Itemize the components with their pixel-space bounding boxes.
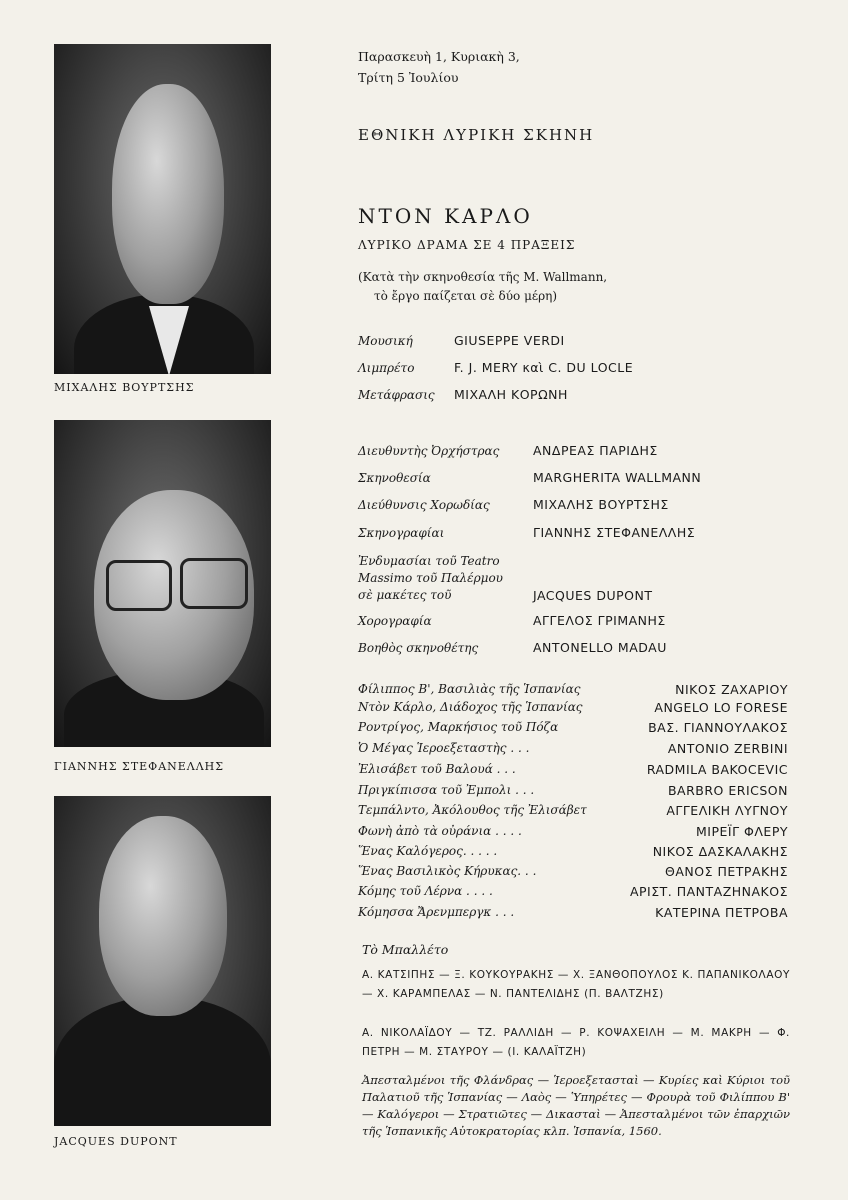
cast-role: Πριγκίπισσα τοῦ Ἐμπολι . . . [358, 783, 535, 797]
cast-singer: RADMILA BAKOCEVIC [646, 762, 788, 777]
credit-translation [358, 387, 568, 402]
credit-costumes [358, 553, 653, 604]
cast-row [358, 844, 788, 858]
credit-choreography [358, 613, 666, 628]
credit-value: ΓΙΑΝΝΗΣ ΣΤΕΦΑΝΕΛΛΗΣ [533, 525, 696, 540]
cast-row [358, 905, 788, 919]
cast-singer: ΑΓΓΕΛΙΚΗ ΛΥΓΝΟΥ [666, 803, 788, 818]
note-line-2: τὸ ἔργο παίζεται σὲ δύο μέρη) [374, 289, 558, 303]
credit-label: Μουσική [358, 334, 413, 348]
cast-singer: ANTONIO ZERBINI [667, 741, 788, 756]
cast-role: Ἕνας Καλόγερος. . . . . [358, 844, 498, 858]
credit-value: ΑΓΓΕΛΟΣ ΓΡΙΜΑΝΗΣ [533, 613, 666, 628]
cast-row [358, 682, 788, 696]
ballet-heading: Τὸ Μπαλλέτο [362, 942, 449, 957]
credit-libretto [358, 360, 634, 375]
portrait-photo-2 [54, 420, 271, 747]
ballet-women: Α. ΝΙΚΟΛΑΪΔΟΥ — ΤΖ. ΡΑΛΛΙΔΗ — Ρ. ΚΟΨΑΧΕΙΛΗ — Μ. ΜΑΚΡΗ — Φ. ΠΕΤΡΗ — Μ. ΣΤΑΥΡΟΥ — (Ι. ΚΑΛΑΪΤΖΗ) [362, 1027, 790, 1058]
credit-label: Μετάφρασις [358, 388, 435, 402]
credit-label: Διευθυντὴς Ὀρχήστρας [358, 444, 500, 458]
credit-value: F. J. MERY καὶ C. DU LOCLE [454, 360, 634, 375]
staging-note [358, 268, 607, 306]
cast-singer: ΑΡΙΣΤ. ΠΑΝΤΑΖΗΝΑΚΟΣ [629, 884, 788, 899]
cast-role: Κόμησσα Ἄρενμπεργκ . . . [358, 905, 515, 919]
cast-singer: ΘΑΝΟΣ ΠΕΤΡΑΚΗΣ [665, 864, 788, 879]
cast-row [358, 864, 788, 878]
opera-subtitle: ΛΥΡΙΚΟ ΔΡΑΜΑ ΣΕ 4 ΠΡΑΞΕΙΣ [358, 238, 576, 252]
costumes-label-2: Massimo τοῦ Παλέρμου [358, 571, 503, 585]
performance-dates [358, 46, 520, 88]
cast-role: Ἐλισάβετ τοῦ Βαλουά . . . [358, 762, 516, 776]
cast-singer: ANGELO LO FORESE [654, 700, 788, 715]
company-name: ΕΘΝΙΚΗ ΛΥΡΙΚΗ ΣΚΗΝΗ [358, 126, 595, 144]
costumes-label-1: Ἐνδυμασίαι τοῦ Teatro [358, 554, 500, 568]
credit-label: Διεύθυνσις Χορωδίας [358, 498, 490, 512]
cast-role: Κόμης τοῦ Λέρνα . . . . [358, 884, 493, 898]
cast-role: Ὁ Μέγας Ἱεροεξεταστὴς . . . [358, 741, 530, 755]
dates-line-1: Παρασκευὴ 1, Κυριακὴ 3, [358, 49, 520, 64]
glasses-detail [106, 560, 172, 611]
cast-row [358, 783, 788, 797]
credit-assistant-director [358, 640, 667, 655]
cast-row [358, 720, 788, 734]
credit-value: ΜΙΧΑΛΗΣ ΒΟΥΡΤΣΗΣ [533, 497, 669, 512]
cast-row [358, 762, 788, 776]
cast-role: Φωνὴ ἀπὸ τὰ οὐράνια . . . . [358, 824, 522, 838]
portrait-photo-3 [54, 796, 271, 1126]
credit-conductor [358, 443, 658, 458]
cast-singer: ΜΙΡΕΪΓ ΦΛΕΡΥ [696, 824, 788, 839]
cast-role: Φίλιππος Β', Βασιλιὰς τῆς Ἱσπανίας [358, 682, 581, 696]
cast-singer: ΝΙΚΟΣ ΖΑΧΑΡΙΟΥ [675, 682, 788, 697]
cast-row [358, 884, 788, 898]
cast-role: Τεμπάλντο, Ἀκόλουθος τῆς Ἐλισάβετ [358, 803, 587, 817]
cast-row [358, 700, 788, 714]
credit-sets [358, 525, 696, 540]
photo-caption-2: ΓΙΑΝΝΗΣ ΣΤΕΦΑΝΕΛΛΗΣ [54, 760, 225, 773]
photo-caption-3: JACQUES DUPONT [54, 1135, 178, 1148]
credit-value: JACQUES DUPONT [533, 588, 653, 603]
cast-row [358, 824, 788, 838]
opera-title: ΝΤΟΝ ΚΑΡΛΟ [358, 204, 533, 228]
portrait-photo-1 [54, 44, 271, 374]
credit-value: ΜΙΧΑΛΗ ΚΟΡΩΝΗ [454, 387, 568, 402]
cast-row [358, 803, 788, 817]
cast-row [358, 741, 788, 755]
cast-singer: BARBRO ERICSON [667, 783, 788, 798]
credit-label: Βοηθὸς σκηνοθέτης [358, 641, 479, 655]
note-line-1: (Κατὰ τὴν σκηνοθεσία τῆς M. Wallmann, [358, 270, 608, 284]
cast-role: Ροντρίγος, Μαρκήσιος τοῦ Πόζα [358, 720, 559, 734]
credit-label: Σκηνοθεσία [358, 471, 431, 485]
credit-label: Χορογραφία [358, 614, 432, 628]
cast-role: Ντὸν Κάρλο, Διάδοχος τῆς Ἱσπανίας [358, 700, 583, 714]
cast-role: Ἕνας Βασιλικὸς Κήρυκας. . . [358, 864, 537, 878]
credit-value: ANTONELLO MADAU [533, 640, 667, 655]
dates-line-2: Τρίτη 5 Ἰουλίου [358, 70, 459, 85]
credit-value: ΑΝΔΡΕΑΣ ΠΑΡΙΔΗΣ [533, 443, 658, 458]
credit-value: MARGHERITA WALLMANN [533, 470, 702, 485]
credit-chorus [358, 497, 669, 512]
ballet-men: Α. ΚΑΤΣΙΠΗΣ — Ξ. ΚΟΥΚΟΥΡΑΚΗΣ — Χ. ΞΑΝΘΟΠΟΥΛΟΣ Κ. ΠΑΠΑΝΙΚΟΛΑΟΥ — Χ. ΚΑΡΑΜΠΕΛΑΣ — Ν. ΠΑΝΤΕΛΙΔΗΣ (Π. ΒΑΛΤΖΗΣ) [362, 969, 790, 1000]
credit-label: Λιμπρέτο [358, 361, 415, 375]
costumes-label-3: σὲ μακέτες τοῦ [358, 588, 452, 602]
cast-singer: ΚΑΤΕΡΙΝΑ ΠΕΤΡΟΒΑ [655, 905, 788, 920]
credit-value: GIUSEPPE VERDI [454, 333, 565, 348]
credit-director [358, 470, 702, 485]
credit-label: Σκηνογραφίαι [358, 526, 445, 540]
cast-singer: ΝΙΚΟΣ ΔΑΣΚΑΛΑΚΗΣ [652, 844, 788, 859]
credit-music [358, 333, 565, 348]
cast-singer: ΒΑΣ. ΓΙΑΝΝΟΥΛΑΚΟΣ [648, 720, 788, 735]
photo-caption-1: ΜΙΧΑΛΗΣ ΒΟΥΡΤΣΗΣ [54, 381, 195, 394]
supporting-roles: Ἀπεσταλμένοι τῆς Φλάνδρας — Ἱεροεξετασταὶ — Κυρίες καὶ Κύριοι τοῦ Παλατιοῦ τῆς Ἱσπανίας — Λαὸς — Ὑπηρέτες — Φρουρὰ τοῦ Φιλίππου Β' — Καλόγεροι — Στρατιῶτες — Δικασταὶ — Ἀπεσταλμένοι τῶν ἐπαρχιῶν τῆς Ἱσπανικῆς Αὐτοκρατορίας κλπ. Ἱσπανία, 1560. [362, 1073, 790, 1138]
